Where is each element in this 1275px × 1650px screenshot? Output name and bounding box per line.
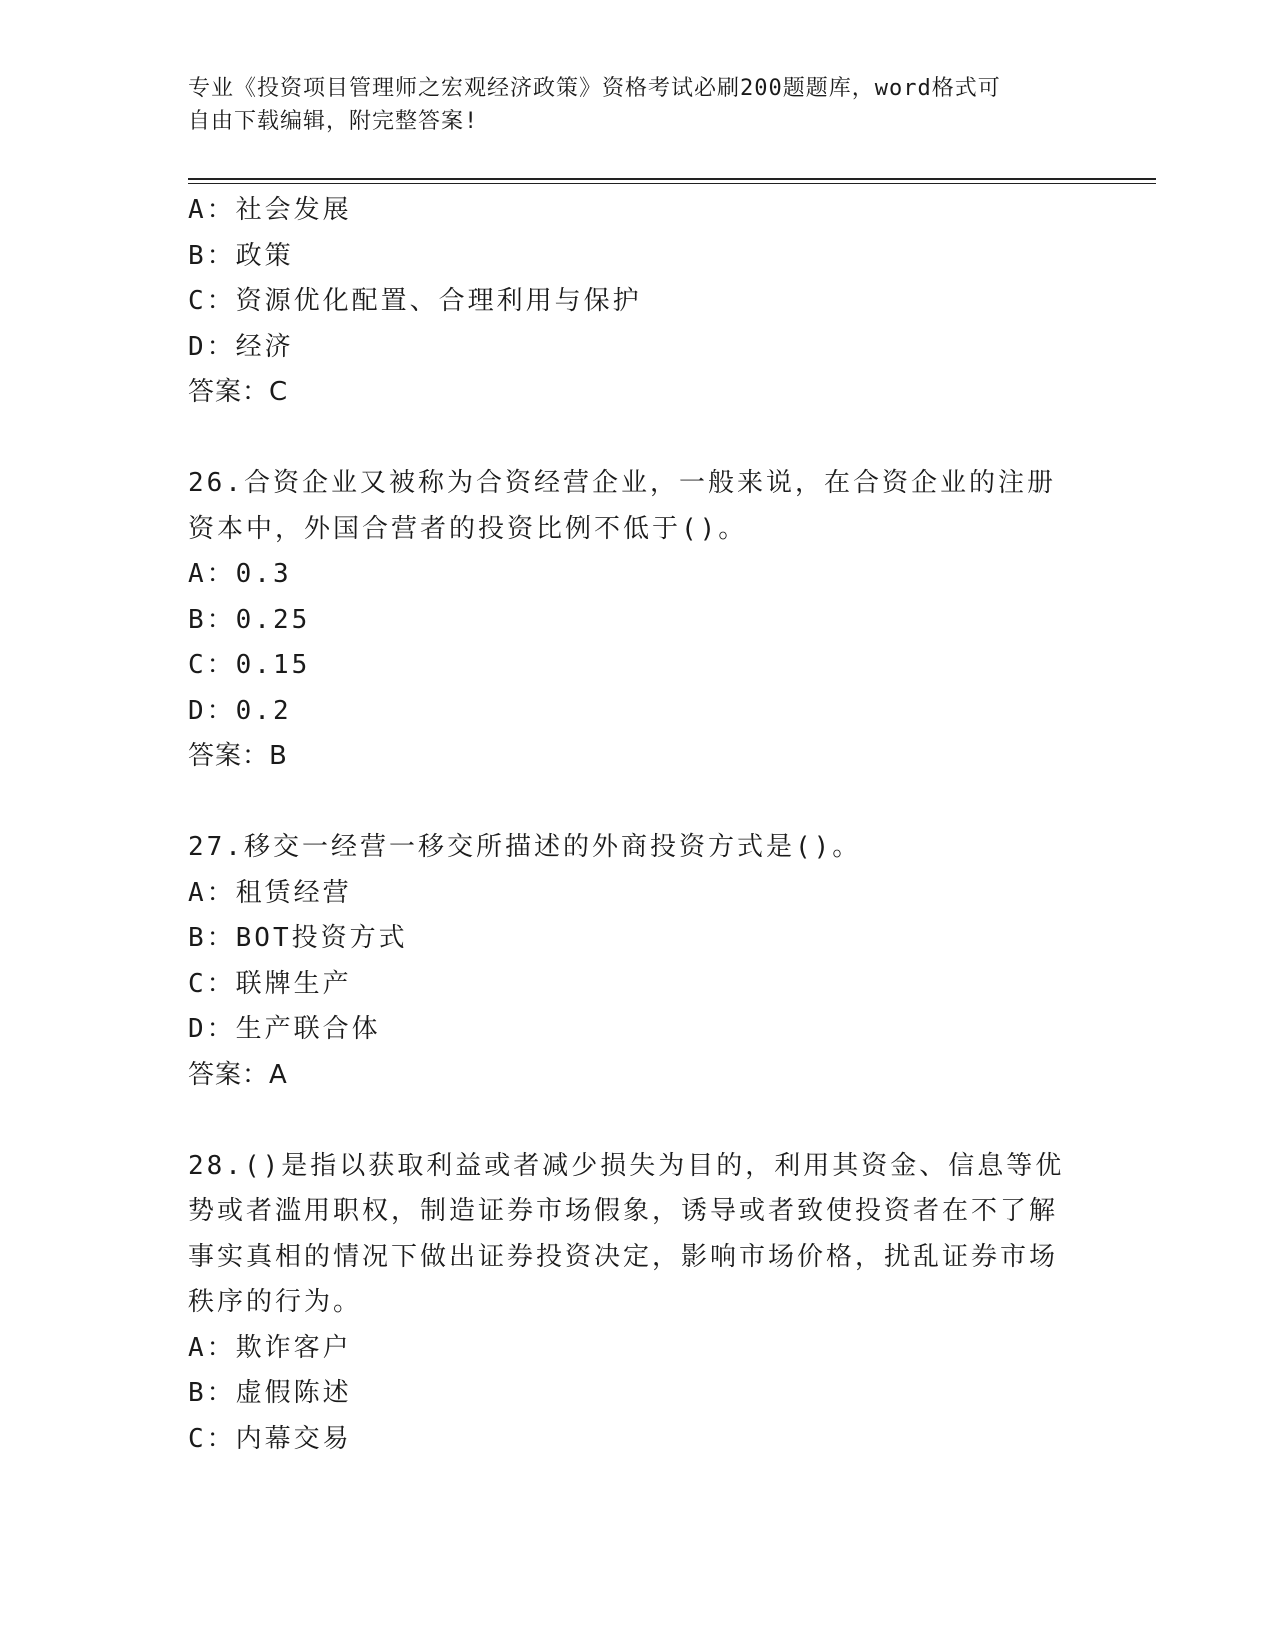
answer: 答案：B bbox=[188, 741, 288, 771]
header-title-line-2: 自由下载编辑，附完整答案! bbox=[188, 109, 479, 134]
option-a: A：租赁经营 bbox=[188, 877, 352, 908]
option-a: A：0.3 bbox=[188, 559, 292, 589]
header-title-line-1: 专业《投资项目管理师之宏观经济政策》资格考试必刷200题题库，word格式可 bbox=[188, 76, 1001, 101]
option-a: A：社会发展 bbox=[188, 195, 352, 225]
document-body bbox=[188, 188, 1088, 1462]
question-stem: 27.移交一经营一移交所描述的外商投资方式是()。 bbox=[188, 832, 862, 862]
option-d: D：经济 bbox=[188, 331, 294, 362]
question-26 bbox=[188, 461, 1088, 780]
spacer bbox=[188, 416, 1088, 462]
page-header bbox=[188, 72, 1068, 138]
option-d: D：0.2 bbox=[188, 695, 292, 726]
header-divider bbox=[188, 178, 1156, 180]
option-c: C：0.15 bbox=[188, 650, 311, 680]
answer: 答案：A bbox=[188, 1059, 288, 1090]
spacer bbox=[188, 780, 1088, 826]
spacer bbox=[188, 1098, 1088, 1144]
option-c: C：资源优化配置、合理利用与保护 bbox=[188, 286, 642, 316]
option-b: B：BOT投资方式 bbox=[188, 923, 408, 953]
option-b: B：0.25 bbox=[188, 604, 311, 635]
header-divider-thin bbox=[188, 183, 1156, 184]
option-c: C：联牌生产 bbox=[188, 968, 352, 999]
question-28 bbox=[188, 1144, 1088, 1463]
option-b: B：虚假陈述 bbox=[188, 1378, 352, 1408]
option-a: A：欺诈客户 bbox=[188, 1332, 352, 1363]
question-stem: 28.()是指以获取利益或者减少损失为目的，利用其资金、信息等优势或者滥用职权，制造证券市场假象，诱导或者致使投资者在不了解事实真相的情况下做出证券投资决定，影响市场价格，扰乱证券市场秩序的行为。 bbox=[188, 1150, 1065, 1317]
option-b: B：政策 bbox=[188, 240, 294, 271]
question-stem: 26.合资企业又被称为合资经营企业，一般来说，在合资企业的注册资本中，外国合营者的投资比例不低于()。 bbox=[188, 468, 1056, 544]
question-27 bbox=[188, 825, 1088, 1098]
option-c: C：内幕交易 bbox=[188, 1423, 352, 1454]
option-d: D：生产联合体 bbox=[188, 1014, 381, 1044]
question-25-tail bbox=[188, 188, 1088, 416]
answer: 答案：C bbox=[188, 377, 289, 407]
